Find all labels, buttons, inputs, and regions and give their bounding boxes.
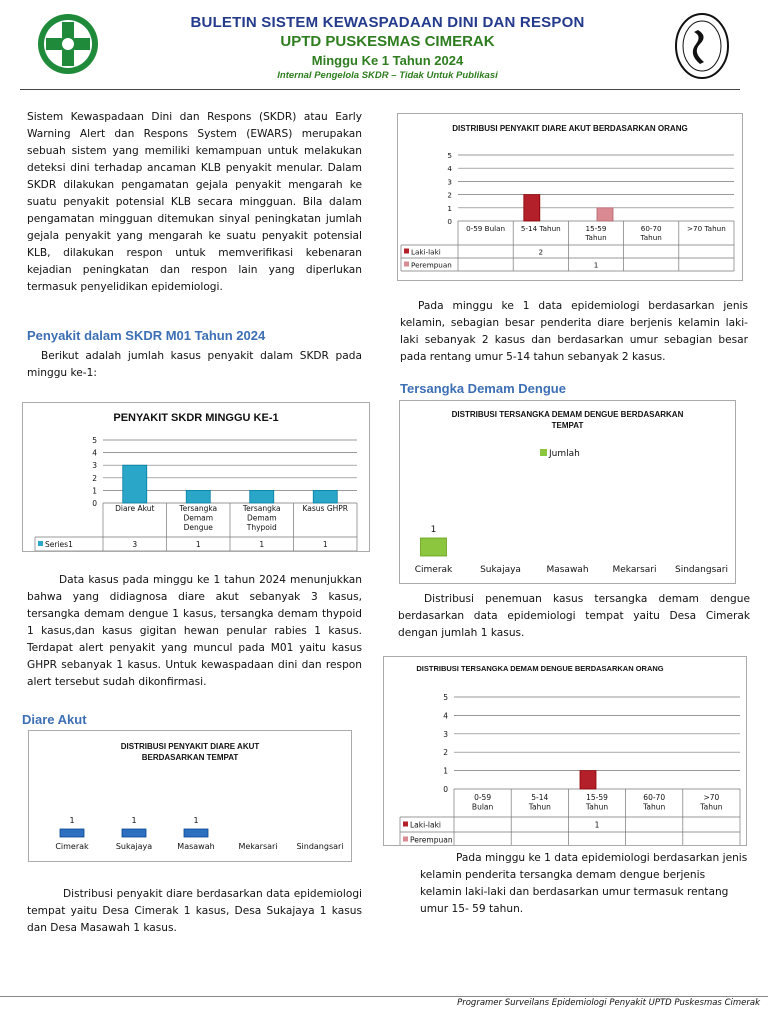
y-tick-label: 4 (443, 711, 448, 721)
kemenkes-logo (36, 12, 100, 76)
dengue-tempat-title: DISTRIBUSI TERSANGKA DEMAM DENGUE BERDASARKAN TEMPAT (451, 410, 684, 430)
bar-cimerak (60, 829, 84, 837)
category-label: Cimerak (414, 565, 453, 575)
y-tick-label: 2 (443, 748, 448, 758)
y-tick-label: 1 (447, 203, 452, 213)
bulletin-note: Internal Pengelola SKDR – Tidak Untuk Publikasi (277, 70, 498, 81)
footer-text: Programer Surveilans Epidemiologi Penyakit UPTD Puskesmas Cimerak (457, 998, 760, 1008)
legend-swatch (403, 837, 408, 842)
category-label: >70 (703, 793, 720, 802)
dengue-orang-panel (383, 656, 747, 846)
legend-label: Jumlah (549, 449, 580, 459)
y-tick-label: 1 (92, 486, 97, 496)
bar-sukajaya (122, 829, 146, 837)
legend-swatch (38, 541, 43, 546)
category-label: Sukajaya (115, 842, 153, 851)
data-label: 1 (69, 816, 75, 825)
footer-divider (0, 996, 768, 997)
category-label: Sukajaya (480, 565, 521, 575)
diare-orang-paragraph: Pada minggu ke 1 data epidemiologi berdasarkan jenis kelamin, sebagian besar penderita diare berjenis kelamin laki-laki sebanyak 2 kasus dan berdasarkan umur sebagian besar pada rentang umur 5-14 tahun sebanyak 2 kasus. (400, 300, 748, 363)
data-label: 1 (322, 540, 328, 549)
y-tick-label: 5 (92, 436, 97, 445)
category-label: 5-14 Tahun (520, 224, 561, 233)
category-label: 15-59 (586, 793, 608, 802)
data-label: 1 (594, 820, 600, 830)
data-label: 1 (195, 540, 201, 549)
y-tick-label: 0 (443, 785, 448, 794)
y-tick-label: 4 (447, 164, 452, 174)
category-label: >70 Tahun (687, 224, 726, 233)
y-tick-label: 0 (447, 217, 452, 226)
section-diare-paragraph: Distribusi penyakit diare berdasarkan data epidemiologi tempat yaitu Desa Cimerak 1 kasus, Desa Sukajaya 1 kasus dan Desa Masawah 1 kasus. (27, 888, 362, 934)
data-label: 3 (132, 540, 138, 549)
legend-label: Series1 (45, 540, 73, 549)
bulletin-title: BULETIN SISTEM KEWASPADAAN DINI DAN RESPON (190, 14, 585, 31)
dengue-orang-paragraph: Pada minggu ke 1 data epidemiologi berdasarkan jenis kelamin penderita tersangka demam dengue berjenis kelamin laki-laki dan berdasarkan umur termasuk rentang umur 15- 59 tahun. (420, 852, 748, 915)
legend-swatch (403, 822, 408, 827)
dengue-heading: Tersangka Demam Dengue (400, 381, 566, 396)
legend-swatch (404, 262, 409, 267)
bar-masawah (184, 829, 208, 837)
category-label: 0-59 (474, 793, 492, 802)
bar-series1 (313, 490, 337, 503)
dengue-tempat-paragraph: Distribusi penemuan kasus tersangka demam dengue berdasarkan data epidemiologi tempat yaitu Desa Cimerak dengan jumlah 1 kasus. (398, 593, 750, 639)
legend-label: Laki-laki (410, 820, 442, 830)
category-label: Demam (246, 513, 277, 523)
diare-orang-panel (397, 113, 743, 281)
category-label: Tersangka (179, 504, 218, 513)
y-tick-label: 4 (92, 448, 97, 458)
section-skdr-lead: Berikut adalah jumlah kasus penyakit dalam SKDR pada minggu ke-1: (27, 350, 362, 379)
diare-orang-title: DISTRIBUSI PENYAKIT DIARE AKUT BERDASARKAN ORANG (452, 124, 688, 133)
legend-swatch (540, 449, 547, 456)
diare-tempat-title: DISTRIBUSI PENYAKIT DIARE AKUT BERDASARKAN TEMPAT (120, 742, 260, 762)
category-label: Mekarsari (612, 565, 657, 575)
header-divider (20, 89, 740, 90)
category-label: Thypoid (246, 523, 277, 532)
category-label: Tahun (585, 802, 609, 812)
surveilans-logo (674, 12, 730, 80)
bar-laki-laki (524, 195, 540, 221)
legend-label: Perempuan (411, 260, 452, 270)
category-label: Tahun (700, 802, 723, 812)
category-label: Tersangka (242, 504, 281, 513)
category-label: Diare Akut (115, 504, 155, 513)
category-label: Cimerak (55, 842, 89, 851)
legend-label: Laki-laki (411, 247, 441, 257)
category-label: Tahun (640, 233, 662, 243)
category-label: 5-14 (531, 793, 549, 802)
category-label: Tahun (528, 802, 551, 812)
y-tick-label: 3 (443, 729, 448, 739)
y-tick-label: 3 (447, 177, 452, 187)
y-tick-label: 3 (92, 461, 97, 471)
category-label: Sindangsari (675, 565, 728, 575)
category-label: 60-70 (640, 224, 662, 233)
data-label: 1 (430, 525, 437, 535)
category-label: Masawah (546, 565, 589, 575)
category-label: Mekarsari (238, 842, 278, 851)
section-skdr-heading: Penyakit dalam SKDR M01 Tahun 2024 (27, 328, 266, 343)
category-label: Masawah (177, 842, 215, 851)
data-label: 1 (193, 816, 199, 825)
category-label: 60-70 (643, 793, 666, 802)
bulletin-week: Minggu Ke 1 Tahun 2024 (311, 53, 464, 68)
category-label: Tahun (585, 233, 607, 243)
y-tick-label: 5 (447, 151, 452, 160)
y-tick-label: 5 (443, 693, 448, 702)
data-label: 2 (538, 247, 544, 257)
data-label: 1 (259, 540, 265, 549)
y-tick-label: 2 (447, 190, 452, 200)
bar-perempuan (597, 208, 613, 221)
bar-laki-laki (580, 771, 596, 789)
bar-cimerak (421, 538, 447, 556)
category-label: Sindangsari (296, 842, 344, 851)
data-label: 1 (131, 816, 137, 825)
category-label: Dengue (183, 523, 213, 532)
section-skdr-paragraph: Data kasus pada minggu ke 1 tahun 2024 menunjukkan bahwa yang didiagnosa diare akut sebanyak 3 kasus, tersangka demam dengue 1 kasus, tersangka demam thypoid 1 kasus,dan kasus gigitan hewan penular rabies 1 kasus. Terdapat alert penyakit yang muncul pada M01 yaitu kasus GHPR sebanyak 1 kasus. Untuk kewaspadaan dini dan respon alert tersebut sudah dikonfirmasi. (27, 574, 362, 688)
bulletin-subtitle: UPTD PUSKESMAS CIMERAK (280, 33, 495, 50)
bar-series1 (123, 465, 147, 503)
diare-tempat-panel (28, 730, 352, 862)
category-label: 0-59 Bulan (466, 224, 506, 233)
category-label: Tahun (643, 802, 666, 812)
category-label: 15-59 (585, 224, 607, 233)
intro-paragraph: Sistem Kewaspadaan Dini dan Respons (SKDR) atau Early Warning Alert dan Respons System (EWARS) merupakan sebuah sistem yang memiliki kemampuan untuk melakukan deteksi dini terhadap ancaman KLB penyakit menular. Dalam SKDR dilakukan pengamatan gejala penyakit mengarah ke suatu penyakit potensial KLB secara mingguan. Bila dalam pengamatan mingguan ditemukan sinyal peningkatan jumlah gejala penyakit yang mengarah ke suatu penyakit potensial KLB, dilakukan respon untuk memverifikasi kebenaran kejadian peningkatan dan respon lain yang diperlukan termasuk penyelidikan epidemiologi. (27, 111, 362, 293)
category-label: Kasus GHPR (302, 504, 349, 513)
data-label: 1 (593, 260, 599, 270)
legend-label: Perempuan (410, 835, 453, 845)
y-tick-label: 1 (443, 766, 448, 776)
dengue-orang-title: DISTRIBUSI TERSANGKA DEMAM DENGUE BERDASARKAN ORANG (416, 664, 664, 673)
bar-series1 (250, 490, 274, 503)
category-label: Demam (183, 513, 214, 523)
skdr-chart-title: PENYAKIT SKDR MINGGU KE-1 (113, 412, 279, 424)
dengue-tempat-panel (399, 400, 736, 584)
y-tick-label: 0 (92, 499, 97, 508)
skdr-chart-panel (22, 402, 370, 552)
bar-series1 (186, 490, 210, 503)
y-tick-label: 2 (92, 473, 97, 483)
legend-swatch (404, 249, 409, 254)
section-diare-heading: Diare Akut (22, 712, 87, 727)
category-label: Bulan (471, 802, 494, 812)
